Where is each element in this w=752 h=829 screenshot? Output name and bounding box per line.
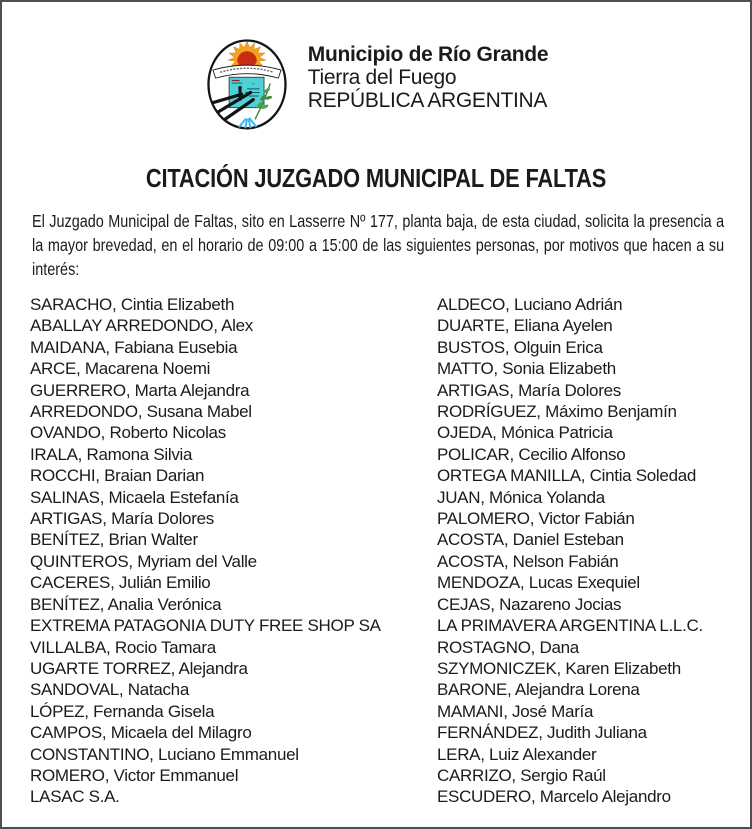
citation-name-item: OJEDA, Mónica Patricia	[437, 423, 613, 443]
citation-name-item: EXTREMA PATAGONIA DUTY FREE SHOP SA	[30, 616, 381, 636]
citation-name-item: SANDOVAL, Natacha	[30, 680, 189, 700]
citation-name-item: SZYMONICZEK, Karen Elizabeth	[437, 658, 681, 678]
intro-paragraph-wrap	[32, 209, 725, 281]
citation-name-item: SALINAS, Micaela Estefanía	[30, 487, 239, 507]
citation-name-item: LERA, Luiz Alexander	[437, 744, 597, 764]
citation-name-item: ARTIGAS, María Dolores	[30, 509, 214, 529]
citation-name-item: ROCCHI, Braian Darian	[30, 466, 205, 486]
municipal-header	[2, 31, 750, 136]
citation-name-item: MATTO, Sonia Elizabeth	[437, 359, 616, 379]
citation-name-item: FERNÁNDEZ, Judith Juliana	[437, 723, 647, 743]
citation-name-item: SARACHO, Cintia Elizabeth	[30, 295, 235, 314]
citation-name-item: LA PRIMAVERA ARGENTINA L.L.C.	[437, 616, 703, 636]
citation-name-item: ACOSTA, Nelson Fabián	[437, 551, 619, 571]
citation-name-item: MENDOZA, Lucas Exequiel	[437, 573, 640, 593]
names-column-left	[30, 294, 437, 808]
citation-name-item: ALDECO, Luciano Adrián	[437, 295, 623, 314]
document-title: CITACIÓN JUZGADO MUNICIPAL DE FALTAS	[145, 163, 607, 193]
citation-name-item: ESCUDERO, Marcelo Alejandro	[437, 787, 671, 807]
citation-name-item: POLICAR, Cecilio Alfonso	[437, 444, 626, 464]
country-name: REPÚBLICA ARGENTINA	[307, 89, 548, 112]
intro-paragraph: El Juzgado Municipal de Faltas, sito en Lasserre Nº 177, planta baja, de esta ciudad, solicita la presencia a la mayor brevedad, en el horario de 09:00 a 15:00 de las siguientes personas, por motivos que hacen a su interés:	[32, 211, 725, 279]
citation-name-item: ARCE, Macarena Noemi	[30, 359, 211, 379]
citation-name-item: DUARTE, Eliana Ayelen	[437, 316, 613, 336]
citation-name-item: ABALLAY ARREDONDO, Alex	[30, 316, 254, 336]
citation-name-item: ROMERO, Victor Emmanuel	[30, 765, 239, 785]
citation-name-item: MAMANI, José María	[437, 701, 594, 721]
rio-grande-coat-of-arms-icon	[204, 31, 290, 136]
municipality-name: Municipio de Río Grande	[307, 43, 549, 66]
citation-name-item: GUERRERO, Marta Alejandra	[30, 380, 250, 400]
citation-name-item: CAMPOS, Micaela del Milagro	[30, 723, 252, 743]
citation-name-item: ROSTAGNO, Dana	[437, 637, 579, 657]
citation-name-item: IRALA, Ramona Silvia	[30, 444, 193, 464]
citation-name-item: ARTIGAS, María Dolores	[437, 380, 621, 400]
citation-name-item: CACERES, Julián Emilio	[30, 573, 211, 593]
citation-name-item: UGARTE TORREZ, Alejandra	[30, 658, 248, 678]
citation-name-item: CEJAS, Nazareno Jocias	[437, 594, 622, 614]
citation-name-item: QUINTEROS, Myriam del Valle	[30, 551, 257, 571]
citation-name-item: LÓPEZ, Fernanda Gisela	[30, 701, 215, 721]
citation-name-item: BUSTOS, Olguin Erica	[437, 337, 603, 357]
citation-name-item: BENÍTEZ, Brian Walter	[30, 530, 198, 550]
names-column-right	[437, 294, 722, 808]
citation-name-item: MAIDANA, Fabiana Eusebia	[30, 337, 238, 357]
municipality-identity	[308, 43, 548, 112]
province-name: Tierra del Fuego	[307, 66, 457, 89]
citation-name-item: ARREDONDO, Susana Mabel	[30, 402, 252, 422]
cited-persons-list	[30, 294, 722, 808]
citation-name-item: CARRIZO, Sergio Raúl	[437, 765, 606, 785]
citation-name-item: RODRÍGUEZ, Máximo Benjamín	[437, 402, 677, 422]
citation-name-item: VILLALBA, Rocio Tamara	[30, 637, 216, 657]
citation-name-item: JUAN, Mónica Yolanda	[437, 487, 605, 507]
citation-name-item: ORTEGA MANILLA, Cintia Soledad	[437, 466, 697, 486]
citation-name-item: BENÍTEZ, Analia Verónica	[30, 594, 222, 614]
citation-name-item: OVANDO, Roberto Nicolas	[30, 423, 226, 443]
citation-name-item: LASAC S.A.	[30, 787, 120, 807]
citation-name-item: ACOSTA, Daniel Esteban	[437, 530, 624, 550]
citation-name-item: BARONE, Alejandra Lorena	[437, 680, 640, 700]
citation-name-item: PALOMERO, Victor Fabián	[437, 509, 635, 529]
citation-name-item: CONSTANTINO, Luciano Emmanuel	[30, 744, 299, 764]
